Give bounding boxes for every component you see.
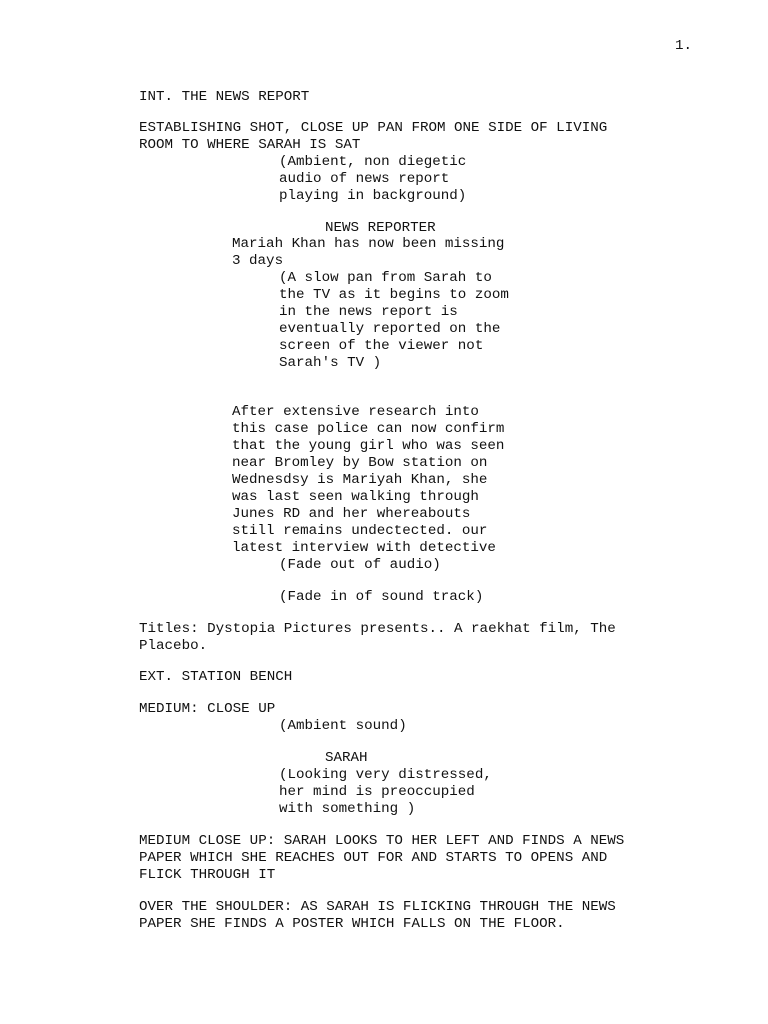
character-name: NEWS REPORTER <box>325 220 436 236</box>
scene-heading: INT. THE NEWS REPORT <box>139 89 310 105</box>
parenthetical-line: (Ambient, non diegetic <box>279 154 467 170</box>
dialogue-line: 3 days <box>232 253 284 269</box>
action-line: Titles: Dystopia Pictures presents.. A raekhat film, The <box>139 621 616 637</box>
action-line: PAPER WHICH SHE REACHES OUT FOR AND STARTS TO OPENS AND <box>139 850 608 866</box>
dialogue-line: Wednesdsy is Mariyah Khan, she <box>232 472 488 488</box>
parenthetical-line: (Looking very distressed, <box>279 767 492 783</box>
parenthetical-line: her mind is preoccupied <box>279 784 475 800</box>
parenthetical-line: the TV as it begins to zoom <box>279 287 509 303</box>
parenthetical-line: with something ) <box>279 801 416 817</box>
scene-heading: EXT. STATION BENCH <box>139 669 293 685</box>
parenthetical-line: (A slow pan from Sarah to <box>279 270 492 286</box>
dialogue-line: Mariah Khan has now been missing <box>232 236 505 252</box>
action-line: MEDIUM: CLOSE UP <box>139 701 276 717</box>
dialogue-line: latest interview with detective <box>232 540 496 556</box>
action-line: PAPER SHE FINDS A POSTER WHICH FALLS ON THE FLOOR. <box>139 916 565 932</box>
dialogue-line: that the young girl who was seen <box>232 438 505 454</box>
parenthetical-line: Sarah's TV ) <box>279 355 382 371</box>
parenthetical-line: in the news report is <box>279 304 458 320</box>
dialogue-line: After extensive research into <box>232 404 479 420</box>
parenthetical-line: (Ambient sound) <box>279 718 407 734</box>
action-line: ESTABLISHING SHOT, CLOSE UP PAN FROM ONE SIDE OF LIVING <box>139 120 608 136</box>
dialogue-line: Junes RD and her whereabouts <box>232 506 471 522</box>
page-number: 1. <box>675 38 693 54</box>
action-line: ROOM TO WHERE SARAH IS SAT <box>139 137 361 153</box>
dialogue-line: still remains undectected. our <box>232 523 488 539</box>
parenthetical-line: audio of news report <box>279 171 450 187</box>
parenthetical-line: (Fade out of audio) <box>279 557 441 573</box>
action-line: OVER THE SHOULDER: AS SARAH IS FLICKING THROUGH THE NEWS <box>139 899 616 915</box>
parenthetical-line: playing in background) <box>279 188 467 204</box>
dialogue-line: near Bromley by Bow station on <box>232 455 488 471</box>
parenthetical-line: eventually reported on the <box>279 321 501 337</box>
character-name: SARAH <box>325 750 368 766</box>
parenthetical-line: (Fade in of sound track) <box>279 589 484 605</box>
action-line: MEDIUM CLOSE UP: SARAH LOOKS TO HER LEFT AND FINDS A NEWS <box>139 833 625 849</box>
dialogue-line: was last seen walking through <box>232 489 479 505</box>
parenthetical-line: screen of the viewer not <box>279 338 484 354</box>
action-line: FLICK THROUGH IT <box>139 867 276 883</box>
dialogue-line: this case police can now confirm <box>232 421 505 437</box>
action-line: Placebo. <box>139 638 208 654</box>
